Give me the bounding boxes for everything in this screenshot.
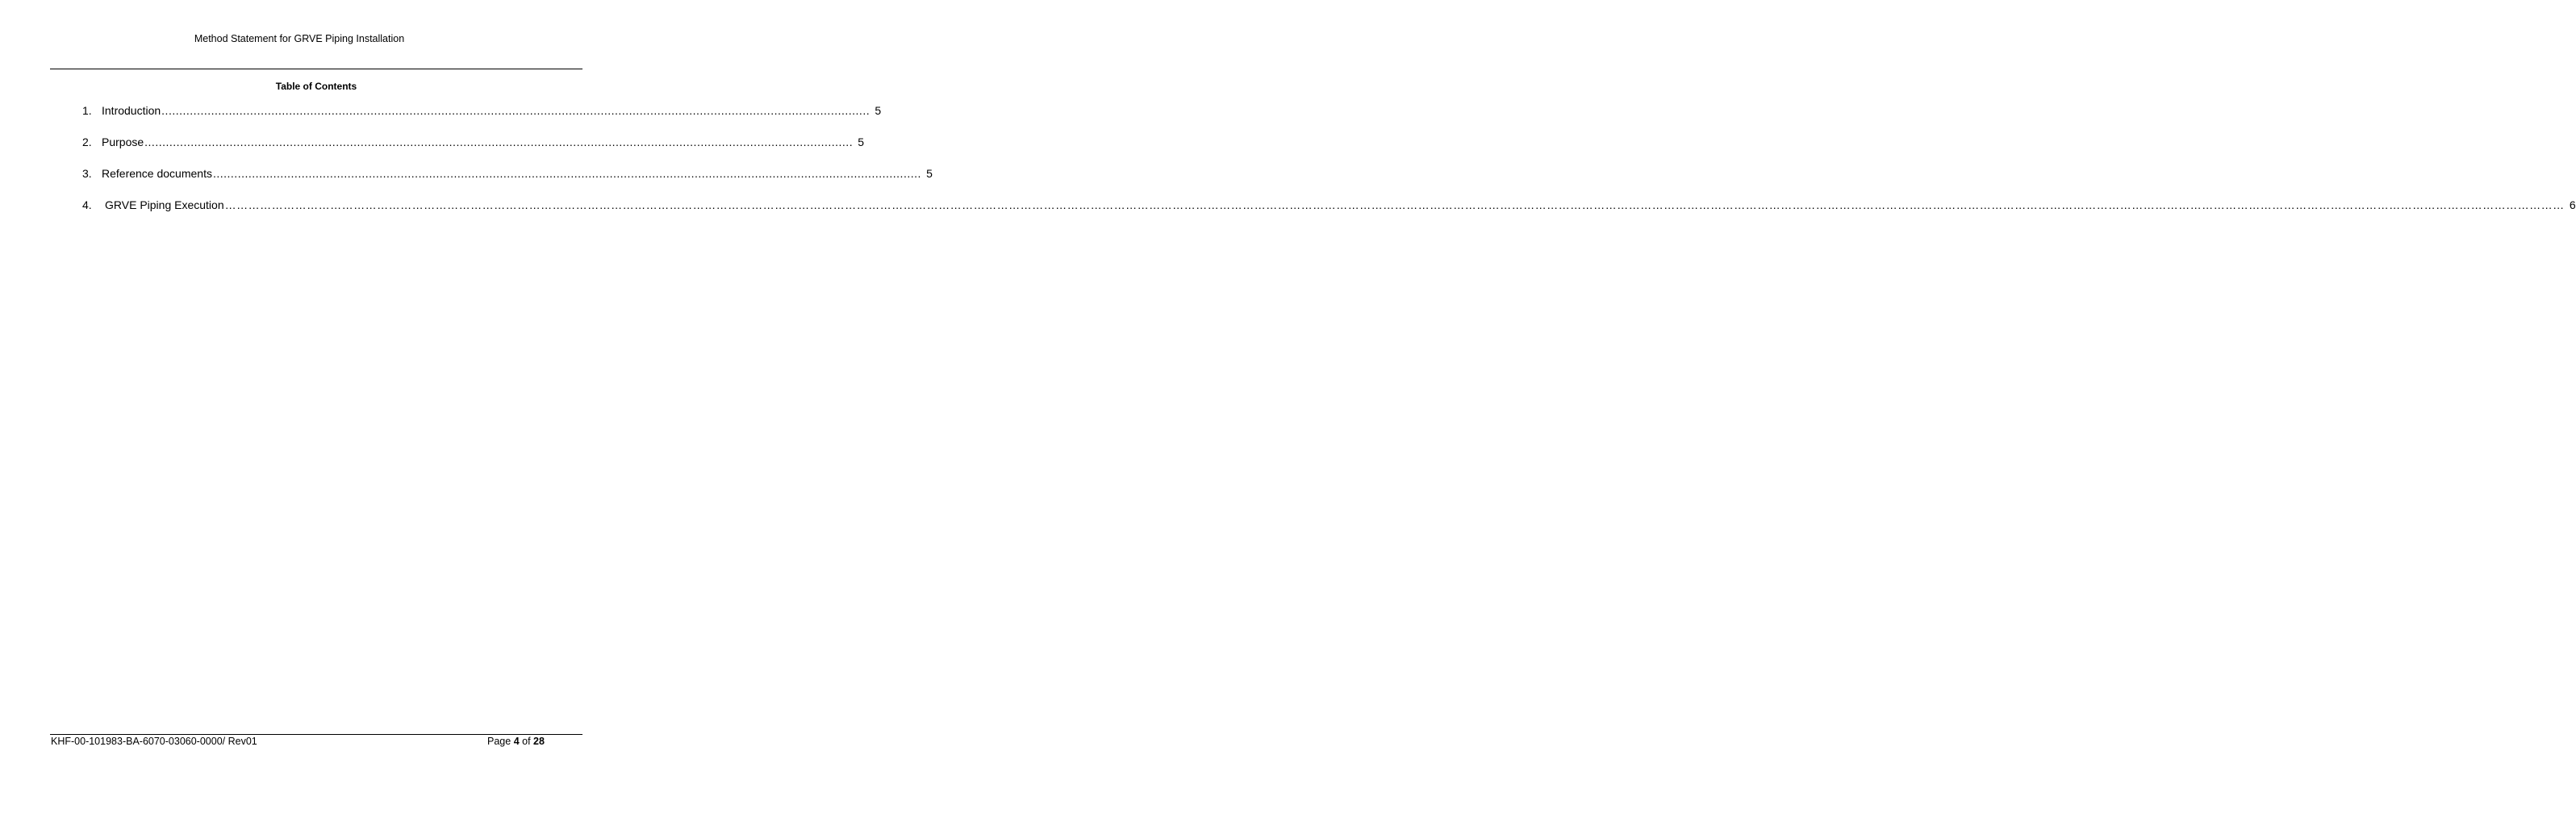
page-total: 28 bbox=[533, 736, 545, 747]
toc-entry-number: 4. bbox=[82, 198, 92, 211]
table-of-contents bbox=[82, 104, 2576, 230]
toc-entry-introduction[interactable] bbox=[82, 104, 882, 136]
page-of: of bbox=[522, 736, 531, 747]
toc-entry-number: 1. bbox=[82, 104, 92, 117]
page-number bbox=[487, 736, 545, 747]
toc-entry-title: GRVE Piping Execution bbox=[105, 198, 224, 211]
toc-entry-title: Introduction bbox=[102, 104, 161, 117]
toc-dot-leader: ........................................................................................................................................................................................................ bbox=[144, 136, 854, 148]
toc-entry-number: 3. bbox=[82, 167, 92, 180]
footer-divider bbox=[50, 734, 582, 735]
toc-heading: Table of Contents bbox=[275, 81, 357, 92]
toc-dot-leader: ........................................................................................................................................................................................................ bbox=[161, 104, 870, 117]
document-code: KHF-00-101983-BA-6070-03060-0000/ Rev01 bbox=[51, 736, 257, 747]
toc-entry-purpose[interactable] bbox=[82, 136, 865, 167]
toc-entry-page: 5 bbox=[858, 136, 865, 148]
toc-entry-page: 5 bbox=[875, 104, 882, 117]
toc-entry-title: Reference documents bbox=[102, 167, 212, 180]
page-header-title: Method Statement for GRVE Piping Installation bbox=[194, 33, 405, 44]
toc-entry-title: Purpose bbox=[102, 136, 144, 148]
page-current: 4 bbox=[513, 736, 520, 747]
toc-entry-number: 2. bbox=[82, 136, 92, 148]
toc-entry-reference-documents[interactable] bbox=[82, 167, 933, 198]
toc-dot-leader: ........................................................................................................................................................................................................ bbox=[212, 167, 921, 180]
toc-entry-page: 5 bbox=[926, 167, 933, 180]
page-label: Page bbox=[487, 736, 511, 747]
toc-entry-page: 6 bbox=[2569, 198, 2576, 211]
toc-ellipsis-leader: …………………………………………………………………………………………………………………………………………………………………………………………………………………………………………………………………………………………………………………………………………………………………………………………………………………………………………………………………………………………………………………………………………………… bbox=[224, 198, 2565, 211]
toc-entry-grve-piping-execution[interactable] bbox=[82, 198, 2576, 230]
